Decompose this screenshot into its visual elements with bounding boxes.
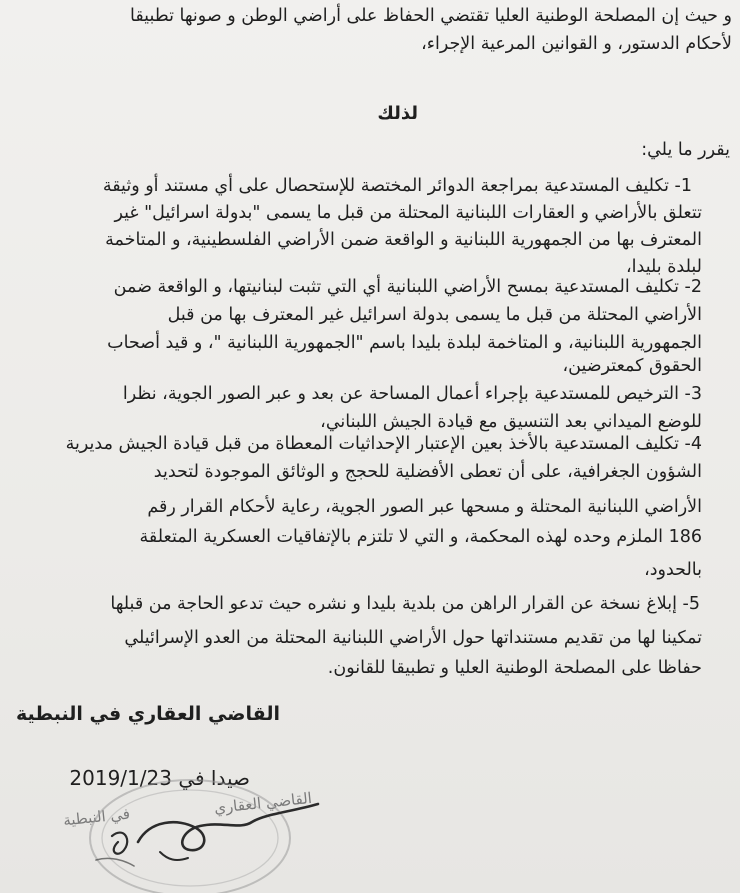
item-1-line-2: تتعلق بالأراضي و العقارات اللبنانية المحتلة من قبل ما يسمى "بدولة اسرائيل" غير	[114, 203, 702, 223]
stamp-line-1: القاضي العقاري	[213, 788, 313, 818]
item-4-line-4: 186 الملزم وحده لهذه المحكمة، و التي لا تلتزم بالإتفاقيات العسكرية المتعلقة	[139, 527, 702, 547]
item-4-line-5: بالحدود،	[644, 560, 702, 580]
item-1-line-1: 1- تكليف المستدعية بمراجعة الدوائر المختصة للإستحصال على أي مستند أو وثيقة	[102, 176, 692, 196]
heading: لذلك	[377, 103, 418, 124]
item-2-line-1: 2- تكليف المستدعية بمسح الأراضي اللبنانية أي التي تثبت لبنانيتها، و الواقعة ضمن	[113, 277, 702, 297]
signature-title: القاضي العقاري في النبطية	[15, 703, 280, 725]
item-3-line-1: 3- الترخيص للمستدعية بإجراء أعمال المساحة عن بعد و عبر الصور الجوية، نظرا	[122, 384, 702, 404]
item-1-line-3: المعترف بها من الجمهورية اللبنانية و الواقعة ضمن الأراضي الفلسطينية، و المتاخمة	[105, 230, 702, 250]
item-2-line-3: الجمهورية اللبنانية، و المتاخمة لبلدة بليدا باسم "الجمهورية اللبنانية "، و قيد أصحاب	[107, 333, 702, 353]
item-5-line-2: تمكينا لها من تقديم مستنداتها حول الأراضي اللبنانية المحتلة من العدو الإسرائيلي	[124, 628, 702, 648]
item-4-line-3: الأراضي اللبنانية المحتلة و مسحها عبر الصور الجوية، رعاية لأحكام القرار رقم	[147, 497, 702, 517]
preamble-line-2: لأحكام الدستور، و القوانين المرعية الإجراء،	[421, 34, 732, 54]
item-4-line-1: 4- تكليف المستدعية بالأخذ بعين الإعتبار الإحداثيات المعطاة من قبل قيادة الجيش مديرية	[65, 434, 702, 454]
item-2-line-2: الأراضي المحتلة من قبل ما يسمى بدولة اسرائيل غير المعترف بها من قبل	[167, 305, 702, 325]
item-3-line-2: للوضع الميداني بعد التنسيق مع قيادة الجيش اللبناني،	[320, 412, 702, 432]
item-5-line-3: حفاظا على المصلحة الوطنية العليا و تطبيقا للقانون.	[327, 658, 702, 678]
place-date: صيدا في 2019/1/23	[69, 766, 250, 790]
item-1-line-4: لبلدة بليدا،	[626, 257, 702, 277]
stamp-line-2: في النبطية	[62, 804, 131, 830]
item-2-line-4: الحقوق كمعترضين،	[562, 356, 702, 376]
item-4-line-2: الشؤون الجغرافية، على أن تعطى الأفضلية للحجج و الوثائق الموجودة لتحديد	[153, 462, 702, 482]
decides-line: يقرر ما يلي:	[641, 140, 730, 160]
preamble-line-1: و حيث إن المصلحة الوطنية العليا تقتضي الحفاظ على أراضي الوطن و صونها تطبيقا	[129, 6, 732, 26]
item-5-line-1: 5- إبلاغ نسخة عن القرار الراهن من بلدية بليدا و نشره حيث تدعو الحاجة من قبلها	[110, 594, 700, 614]
